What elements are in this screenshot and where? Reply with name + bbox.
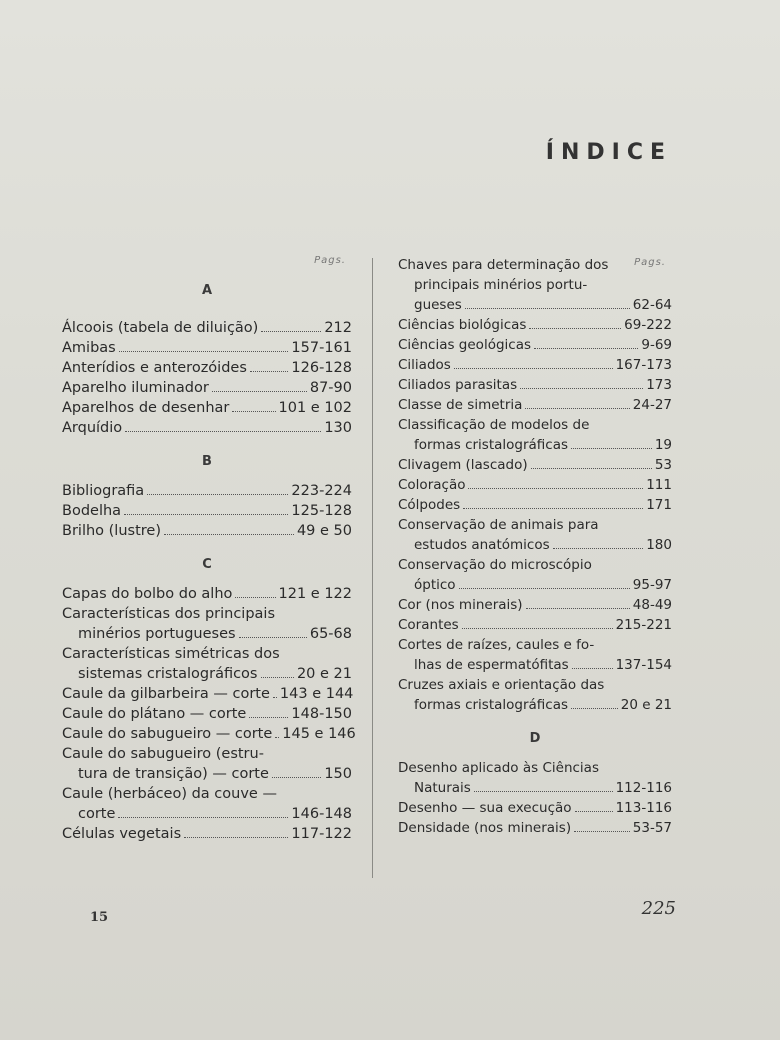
index-entry-row bbox=[398, 395, 672, 415]
index-term: Ciências biológicas bbox=[398, 317, 527, 333]
index-entry-line: principais minérios portu- bbox=[414, 277, 588, 293]
index-entry bbox=[62, 481, 352, 501]
index-entry-row bbox=[62, 584, 352, 604]
index-entry-row bbox=[62, 624, 352, 644]
index-page-ref: 95-97 bbox=[632, 577, 672, 593]
index-entry-line: Conservação do microscópio bbox=[398, 557, 592, 573]
index-page-ref: 87-90 bbox=[309, 380, 352, 396]
index-entry bbox=[398, 758, 672, 798]
dot-leader bbox=[124, 502, 288, 515]
dot-leader bbox=[184, 825, 288, 838]
index-entry bbox=[398, 475, 672, 495]
dot-leader bbox=[275, 725, 279, 738]
index-page-ref: 9-69 bbox=[641, 337, 672, 353]
index-entry-row bbox=[62, 804, 352, 824]
index-entry bbox=[62, 418, 352, 438]
index-page-ref: 19 bbox=[654, 437, 672, 453]
dot-leader bbox=[147, 482, 288, 495]
index-entry-row bbox=[62, 684, 352, 704]
index-entry bbox=[398, 515, 672, 555]
dot-leader bbox=[474, 779, 613, 792]
index-term: Aparelhos de desenhar bbox=[62, 400, 230, 416]
index-entry bbox=[398, 415, 672, 455]
index-entry-row bbox=[62, 358, 352, 378]
index-entry-row bbox=[398, 798, 672, 818]
index-term: Arquídio bbox=[62, 420, 123, 436]
index-entry-row bbox=[62, 418, 352, 438]
index-term: Caule do plátano — corte bbox=[62, 706, 247, 722]
index-entry-row bbox=[62, 824, 352, 844]
index-term: Densidade (nos minerais) bbox=[398, 820, 572, 836]
index-page-ref: 111 bbox=[646, 477, 672, 493]
index-entry-row bbox=[398, 355, 672, 375]
index-term: formas cristalográficas bbox=[414, 437, 569, 453]
index-page-ref: 113-116 bbox=[615, 800, 672, 816]
index-entry-row bbox=[62, 338, 352, 358]
index-term: Bibliografia bbox=[62, 483, 145, 499]
index-entry bbox=[398, 495, 672, 515]
index-term: Aparelho iluminador bbox=[62, 380, 209, 396]
page-number: 225 bbox=[641, 898, 676, 919]
index-entry bbox=[62, 704, 352, 724]
index-entry bbox=[398, 595, 672, 615]
index-entry-line: Características simétricas dos bbox=[62, 646, 280, 662]
dot-leader bbox=[249, 705, 288, 718]
dot-leader bbox=[465, 296, 630, 309]
index-entry-row bbox=[398, 655, 672, 675]
section-gap bbox=[398, 715, 672, 723]
index-entry-row bbox=[398, 695, 672, 715]
index-term: Células vegetais bbox=[62, 826, 182, 842]
index-entry bbox=[398, 818, 672, 838]
index-entry-row bbox=[398, 435, 672, 455]
dot-leader bbox=[459, 576, 630, 589]
index-term: Amibas bbox=[62, 340, 116, 356]
dot-leader bbox=[250, 359, 289, 372]
index-entry bbox=[62, 644, 352, 684]
index-entry bbox=[62, 338, 352, 358]
index-term: formas cristalográficas bbox=[414, 697, 569, 713]
index-entry-row bbox=[398, 495, 672, 515]
section-letter: D bbox=[529, 731, 541, 746]
index-page-ref: 117-122 bbox=[291, 826, 352, 842]
index-entry-row bbox=[62, 481, 352, 501]
index-term: Brilho (lustre) bbox=[62, 523, 161, 539]
dot-leader bbox=[212, 379, 307, 392]
dot-leader bbox=[572, 656, 613, 669]
index-entry bbox=[62, 824, 352, 844]
index-entry-row bbox=[398, 475, 672, 495]
index-entry bbox=[62, 318, 352, 338]
section-gap bbox=[62, 541, 352, 549]
index-page-ref: 121 e 122 bbox=[278, 586, 352, 602]
index-term: Corantes bbox=[398, 617, 459, 633]
index-page-ref: 212 bbox=[324, 320, 352, 336]
index-entry bbox=[62, 378, 352, 398]
index-entry bbox=[398, 798, 672, 818]
index-page-ref: 150 bbox=[324, 766, 352, 782]
index-page-ref: 171 bbox=[646, 497, 672, 513]
index-term: Ciências geológicas bbox=[398, 337, 532, 353]
dot-leader bbox=[520, 376, 643, 389]
dot-leader bbox=[118, 805, 288, 818]
section-letter: C bbox=[202, 557, 212, 572]
dot-leader bbox=[119, 339, 289, 352]
index-entry-line: Caule (herbáceo) da couve — bbox=[62, 786, 277, 802]
dot-leader bbox=[571, 436, 652, 449]
index-entry-row bbox=[398, 375, 672, 395]
index-entry bbox=[62, 358, 352, 378]
index-term: Clivagem (lascado) bbox=[398, 457, 528, 473]
dot-leader bbox=[575, 799, 613, 812]
dot-leader bbox=[273, 685, 277, 698]
index-term: Coloração bbox=[398, 477, 466, 493]
index-entry-row bbox=[398, 535, 672, 555]
index-term: Cor (nos minerais) bbox=[398, 597, 523, 613]
index-page-ref: 167-173 bbox=[615, 357, 672, 373]
index-entry bbox=[62, 724, 356, 744]
index-entry bbox=[398, 635, 672, 675]
index-page-ref: 53-57 bbox=[632, 820, 672, 836]
index-entry-line: Chaves para determinação dos bbox=[398, 257, 609, 273]
index-page-ref: 101 e 102 bbox=[278, 400, 352, 416]
index-term: Caule do sabugueiro — corte bbox=[62, 726, 273, 742]
dot-leader bbox=[526, 596, 630, 609]
index-entry-row bbox=[62, 664, 352, 684]
index-entry-row bbox=[398, 455, 672, 475]
index-entry-row bbox=[62, 724, 356, 744]
index-entry-row bbox=[398, 778, 672, 798]
index-entry-row bbox=[62, 521, 352, 541]
index-page-ref: 62-64 bbox=[632, 297, 672, 313]
dot-leader bbox=[232, 399, 275, 412]
dot-leader bbox=[239, 625, 307, 638]
dot-leader bbox=[164, 522, 294, 535]
index-entry-line: Características dos principais bbox=[62, 606, 276, 622]
pags-label-left: Pags. bbox=[314, 255, 346, 266]
index-entry bbox=[398, 255, 672, 315]
index-page-ref: 180 bbox=[646, 537, 672, 553]
printer-signature: 15 bbox=[90, 910, 109, 925]
index-entry-row bbox=[398, 595, 672, 615]
index-entry bbox=[62, 398, 352, 418]
index-term: Caule da gilbarbeira — corte bbox=[62, 686, 270, 702]
dot-leader bbox=[462, 616, 613, 629]
index-term: sistemas cristalográficos bbox=[78, 666, 258, 682]
index-entry bbox=[62, 784, 352, 824]
index-page-ref: 126-128 bbox=[291, 360, 352, 376]
index-page-ref: 24-27 bbox=[632, 397, 672, 413]
index-page-ref: 65-68 bbox=[309, 626, 352, 642]
index-term: lhas de espermatófitas bbox=[414, 657, 569, 673]
index-page-ref: 223-224 bbox=[291, 483, 352, 499]
index-entry-row bbox=[62, 398, 352, 418]
index-column-left bbox=[62, 255, 356, 844]
index-entry-line: Desenho aplicado às Ciências bbox=[398, 760, 599, 776]
dot-leader bbox=[125, 419, 321, 432]
index-entry-row bbox=[398, 335, 672, 355]
index-entry-line: Cortes de raízes, caules e fo- bbox=[398, 637, 595, 653]
index-page-ref: 20 e 21 bbox=[620, 697, 672, 713]
dot-leader bbox=[468, 476, 643, 489]
index-term: Cólpodes bbox=[398, 497, 461, 513]
index-term: minérios portugueses bbox=[78, 626, 236, 642]
index-entry-row bbox=[62, 501, 352, 521]
index-entry-row bbox=[62, 378, 352, 398]
index-entry-line: Caule do sabugueiro (estru- bbox=[62, 746, 264, 762]
index-term: gueses bbox=[414, 297, 462, 313]
index-page-ref: 69-222 bbox=[624, 317, 672, 333]
dot-leader bbox=[529, 316, 621, 329]
dot-leader bbox=[261, 665, 294, 678]
index-entry bbox=[398, 615, 672, 635]
index-page-ref: 157-161 bbox=[291, 340, 352, 356]
index-entry-row bbox=[398, 315, 672, 335]
index-page-ref: 143 e 144 bbox=[279, 686, 354, 702]
index-entry-line: Conservação de animais para bbox=[398, 517, 599, 533]
index-entry bbox=[62, 684, 352, 704]
dot-leader bbox=[534, 336, 638, 349]
index-entry bbox=[62, 604, 352, 644]
index-page-ref: 146-148 bbox=[291, 806, 352, 822]
index-term: Álcoois (tabela de diluição) bbox=[62, 320, 259, 336]
index-entry bbox=[398, 675, 672, 715]
index-page-ref: 125-128 bbox=[291, 503, 352, 519]
index-term: Ciliados parasitas bbox=[398, 377, 518, 393]
index-page-ref: 215-221 bbox=[615, 617, 672, 633]
pags-label-right: Pags. bbox=[634, 257, 666, 268]
index-column-right bbox=[398, 255, 672, 838]
index-entry-row bbox=[398, 818, 672, 838]
dot-leader bbox=[235, 585, 275, 598]
index-entry bbox=[398, 455, 672, 475]
dot-leader bbox=[261, 319, 321, 332]
index-entry-line: Cruzes axiais e orientação das bbox=[398, 677, 605, 693]
index-term: Bodelha bbox=[62, 503, 122, 519]
index-entry-row bbox=[62, 318, 352, 338]
index-term: estudos anatómicos bbox=[414, 537, 550, 553]
section-gap bbox=[62, 438, 352, 446]
index-entry bbox=[62, 744, 352, 784]
index-term: Anterídios e anterozóides bbox=[62, 360, 247, 376]
index-entry bbox=[62, 521, 352, 541]
index-page-ref: 148-150 bbox=[291, 706, 352, 722]
index-term: Desenho — sua execução bbox=[398, 800, 572, 816]
index-entry-row bbox=[398, 575, 672, 595]
column-divider bbox=[372, 258, 373, 878]
index-page-ref: 137-154 bbox=[615, 657, 672, 673]
section-letter: B bbox=[202, 454, 212, 469]
index-page-ref: 20 e 21 bbox=[296, 666, 352, 682]
dot-leader bbox=[454, 356, 613, 369]
index-page-ref: 130 bbox=[324, 420, 352, 436]
index-term: Naturais bbox=[414, 780, 471, 796]
index-page-ref: 48-49 bbox=[632, 597, 672, 613]
index-entry-row bbox=[398, 295, 672, 315]
dot-leader bbox=[272, 765, 321, 778]
index-entry bbox=[62, 584, 352, 604]
index-term: corte bbox=[78, 806, 116, 822]
index-entry bbox=[398, 395, 672, 415]
dot-leader bbox=[574, 819, 630, 832]
section-letter: A bbox=[201, 283, 213, 298]
index-term: óptico bbox=[414, 577, 456, 593]
index-entry-line: Classificação de modelos de bbox=[398, 417, 590, 433]
index-entry bbox=[398, 335, 672, 355]
index-entry bbox=[398, 355, 672, 375]
dot-leader bbox=[553, 536, 644, 549]
index-page-ref: 145 e 146 bbox=[282, 726, 356, 742]
index-term: Capas do bolbo do alho bbox=[62, 586, 233, 602]
dot-leader bbox=[463, 496, 643, 509]
index-entry bbox=[62, 501, 352, 521]
index-entry bbox=[398, 555, 672, 595]
index-entry-row bbox=[398, 615, 672, 635]
index-entry bbox=[398, 375, 672, 395]
index-entry bbox=[398, 315, 672, 335]
index-entry-row bbox=[62, 764, 352, 784]
dot-leader bbox=[531, 456, 652, 469]
index-page-ref: 53 bbox=[654, 457, 672, 473]
index-term: Ciliados bbox=[398, 357, 451, 373]
page-title: ÍNDICE bbox=[545, 140, 672, 165]
dot-leader bbox=[525, 396, 629, 409]
index-term: tura de transição) — corte bbox=[78, 766, 269, 782]
index-entry-row bbox=[62, 704, 352, 724]
index-term: Classe de simetria bbox=[398, 397, 523, 413]
dot-leader bbox=[571, 696, 618, 709]
index-page-ref: 173 bbox=[646, 377, 672, 393]
index-page-ref: 112-116 bbox=[615, 780, 672, 796]
index-page-ref: 49 e 50 bbox=[296, 523, 352, 539]
